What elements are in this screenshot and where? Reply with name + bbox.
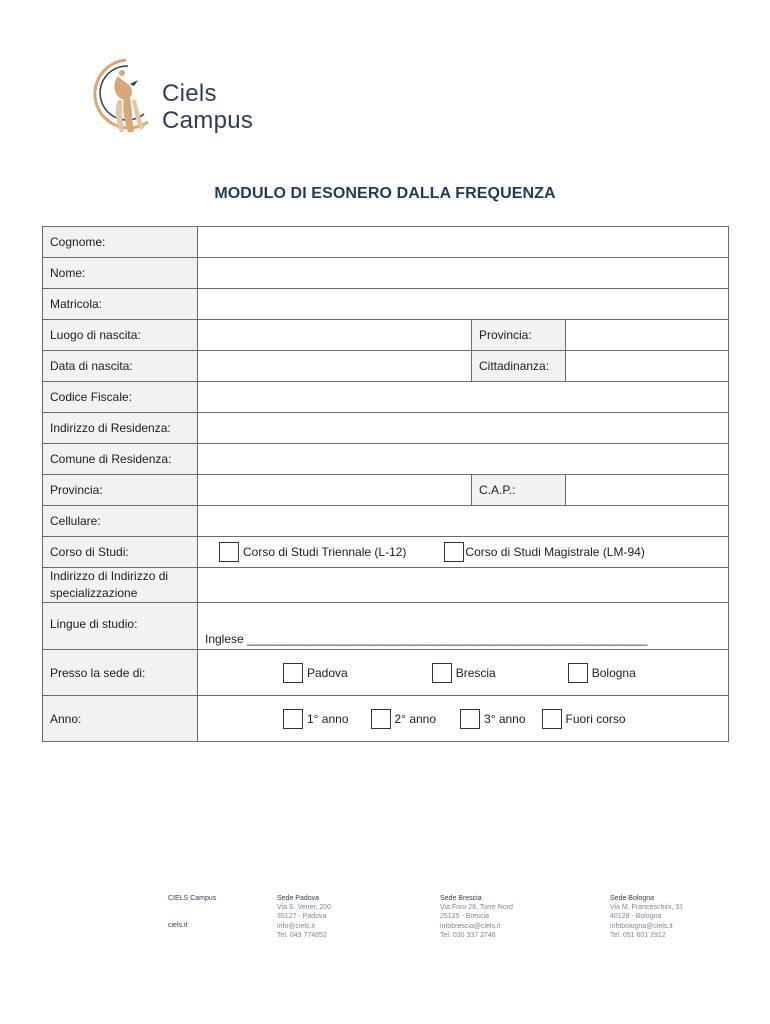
exemption-form-table bbox=[42, 226, 729, 742]
footer-brescia-city: 25125 - Brescia bbox=[440, 913, 490, 921]
footer-brescia-phone: Tel. 030 337 2746 bbox=[440, 931, 496, 939]
page-title: MODULO DI ESONERO DALLA FREQUENZA bbox=[214, 185, 556, 202]
input-indirizzo-specializzazione[interactable] bbox=[198, 568, 729, 603]
option-triennale-label: Corso di Studi Triennale (L-12) bbox=[243, 545, 407, 559]
input-provincia-residenza[interactable] bbox=[198, 475, 472, 506]
footer-bologna-title: Sede Bologna bbox=[610, 895, 654, 902]
row-lingue bbox=[43, 603, 729, 650]
checkbox-bologna[interactable] bbox=[568, 663, 588, 683]
checkbox-padova[interactable] bbox=[283, 663, 303, 683]
label-corso-studi: Corso di Studi: bbox=[43, 537, 198, 568]
label-anno: Anno: bbox=[43, 696, 198, 742]
row-nome bbox=[43, 258, 729, 289]
row-provincia-residenza bbox=[43, 475, 729, 506]
option-terzo-anno-label: 3° anno bbox=[484, 711, 526, 726]
footer-bologna-phone: Tel. 051 601 2912 bbox=[610, 931, 666, 939]
footer-padova-email: info@ciels.it bbox=[277, 922, 315, 930]
option-brescia[interactable] bbox=[432, 663, 496, 683]
peacock-emblem-icon bbox=[86, 54, 162, 138]
checkbox-primo-anno[interactable] bbox=[283, 709, 303, 729]
lingue-line: Inglese ____________________________________________________________ bbox=[205, 632, 648, 646]
row-comune-residenza bbox=[43, 444, 729, 475]
checkbox-terzo-anno[interactable] bbox=[460, 709, 480, 729]
footer-padova-phone: Tel. 049 774852 bbox=[277, 931, 327, 939]
row-cellulare bbox=[43, 506, 729, 537]
ciels-campus-logo bbox=[86, 54, 286, 140]
option-bologna[interactable] bbox=[568, 663, 636, 683]
checkbox-magistrale[interactable] bbox=[444, 542, 464, 562]
anno-options bbox=[198, 696, 729, 742]
checkbox-secondo-anno[interactable] bbox=[371, 709, 391, 729]
input-indirizzo-residenza[interactable] bbox=[198, 413, 729, 444]
row-matricola bbox=[43, 289, 729, 320]
row-luogo-nascita bbox=[43, 320, 729, 351]
footer-padova-title: Sede Padova bbox=[277, 895, 320, 902]
input-matricola[interactable] bbox=[198, 289, 729, 320]
label-indirizzo-specializzazione: Indirizzo di Indirizzo di specializzazione bbox=[43, 568, 198, 603]
label-nome: Nome: bbox=[43, 258, 198, 289]
option-terzo-anno[interactable] bbox=[460, 709, 526, 729]
checkbox-triennale[interactable] bbox=[219, 542, 239, 562]
label-cittadinanza: Cittadinanza: bbox=[472, 351, 566, 382]
option-bologna-label: Bologna bbox=[591, 665, 636, 680]
footer-brescia-email: infobrescia@ciels.it bbox=[440, 922, 501, 930]
footer-bologna-address: Via M. Franceschini, 31 bbox=[610, 904, 684, 912]
row-indirizzo-residenza bbox=[43, 413, 729, 444]
input-provincia-nascita[interactable] bbox=[566, 320, 729, 351]
option-magistrale-label: Corso di Studi Magistrale (LM-94) bbox=[465, 545, 645, 559]
row-corso-studi bbox=[43, 537, 729, 568]
input-cognome[interactable] bbox=[198, 227, 729, 258]
row-codice-fiscale bbox=[43, 382, 729, 413]
footer-brescia-title: Sede Brescia bbox=[440, 895, 482, 902]
label-cellulare: Cellulare: bbox=[43, 506, 198, 537]
row-data-nascita bbox=[43, 351, 729, 382]
footer-sede-bologna bbox=[610, 894, 683, 940]
label-matricola: Matricola: bbox=[43, 289, 198, 320]
input-luogo-nascita[interactable] bbox=[198, 320, 472, 351]
option-brescia-label: Brescia bbox=[455, 665, 496, 680]
label-provincia-residenza: Provincia: bbox=[43, 475, 198, 506]
footer-sede-brescia bbox=[440, 894, 513, 940]
input-codice-fiscale[interactable] bbox=[198, 382, 729, 413]
input-nome[interactable] bbox=[198, 258, 729, 289]
option-fuori-corso[interactable] bbox=[542, 709, 626, 729]
sede-options bbox=[198, 650, 729, 696]
row-sede bbox=[43, 650, 729, 696]
logo-line-1: Ciels bbox=[162, 80, 217, 107]
logo-wordmark bbox=[162, 80, 253, 134]
footer-bologna-email: infobologna@ciels.it bbox=[610, 922, 673, 930]
label-provincia-nascita: Provincia: bbox=[472, 320, 566, 351]
input-cittadinanza[interactable] bbox=[566, 351, 729, 382]
option-primo-anno-label: 1° anno bbox=[307, 711, 349, 726]
label-data-nascita: Data di nascita: bbox=[43, 351, 198, 382]
label-lingue: Lingue di studio: bbox=[43, 603, 198, 650]
footer-brand-name: CIELS Campus bbox=[168, 895, 217, 902]
label-indirizzo-residenza: Indirizzo di Residenza: bbox=[43, 413, 198, 444]
checkbox-brescia[interactable] bbox=[432, 663, 452, 683]
option-secondo-anno-label: 2° anno bbox=[394, 711, 437, 726]
corso-studi-options bbox=[198, 537, 729, 568]
row-indirizzo-specializzazione bbox=[43, 568, 729, 603]
input-data-nascita[interactable] bbox=[198, 351, 472, 382]
row-cognome bbox=[43, 227, 729, 258]
footer-padova-city: 35127 - Padova bbox=[277, 913, 327, 921]
logo-line-2: Campus bbox=[162, 107, 254, 134]
input-cellulare[interactable] bbox=[198, 506, 729, 537]
option-fuori-corso-label: Fuori corso bbox=[565, 711, 626, 726]
footer-brescia-address: Via Foro 28, Torre Nord bbox=[440, 904, 513, 912]
label-luogo-nascita: Luogo di nascita: bbox=[43, 320, 198, 351]
option-primo-anno[interactable] bbox=[283, 709, 349, 729]
footer-sede-padova bbox=[277, 894, 331, 940]
label-codice-fiscale: Codice Fiscale: bbox=[43, 382, 198, 413]
footer-padova-address: Via S. Vener, 200 bbox=[277, 904, 331, 912]
label-cap: C.A.P.: bbox=[472, 475, 566, 506]
label-comune-residenza: Comune di Residenza: bbox=[43, 444, 198, 475]
input-comune-residenza[interactable] bbox=[198, 444, 729, 475]
checkbox-fuori-corso[interactable] bbox=[542, 709, 562, 729]
option-magistrale[interactable] bbox=[444, 542, 644, 562]
option-padova[interactable] bbox=[283, 663, 348, 683]
option-secondo-anno[interactable] bbox=[371, 709, 437, 729]
row-anno bbox=[43, 696, 729, 742]
footer-brand-site: ciels.it bbox=[168, 922, 188, 930]
label-cognome: Cognome: bbox=[43, 227, 198, 258]
option-padova-label: Padova bbox=[307, 665, 348, 680]
footer-brand bbox=[168, 894, 216, 930]
option-triennale[interactable] bbox=[219, 542, 406, 562]
input-cap[interactable] bbox=[566, 475, 729, 506]
label-sede: Presso la sede di: bbox=[43, 650, 198, 696]
input-lingue[interactable] bbox=[198, 603, 729, 650]
footer-bologna-city: 40128 - Bologna bbox=[610, 913, 662, 921]
